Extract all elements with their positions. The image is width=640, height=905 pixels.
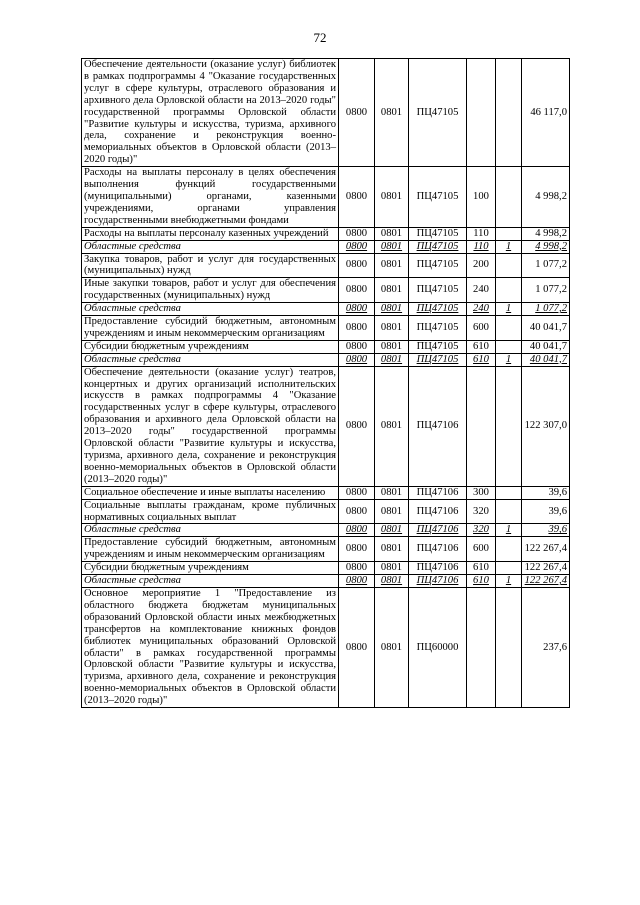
section-code-cell: 0800	[339, 575, 375, 588]
row-name-cell: Субсидии бюджетным учреждениям	[82, 562, 339, 575]
expense-type-cell: 600	[467, 537, 496, 562]
row-name-cell: Обеспечение деятельности (оказание услуг) библиотек в рамках подпрограммы 4 "Оказание государственных услуг в сфере культуры, отраслевого образования и архивного дела Орловской области на 2013–2020 годы" государственной программы Орловской области "Развитие культуры и искусства, туризма, архивного дела, сохранение и реконструкция военно-мемориальных объектов в Орловской области (2013–2020 годы)"	[82, 59, 339, 167]
table-row	[82, 587, 570, 707]
amount-cell: 4 998,2	[522, 167, 570, 228]
section-code-cell: 0800	[339, 227, 375, 240]
amount-cell: 39,6	[522, 486, 570, 499]
row-name-cell: Расходы на выплаты персоналу казенных учреждений	[82, 227, 339, 240]
subsection-code-cell: 0801	[375, 227, 409, 240]
target-article-cell: ПЦ47105	[409, 316, 467, 341]
target-article-cell: ПЦ47105	[409, 59, 467, 167]
section-code-cell: 0800	[339, 366, 375, 486]
amount-cell: 122 267,4	[522, 562, 570, 575]
row-name-cell: Областные средства	[82, 240, 339, 253]
table-row	[82, 562, 570, 575]
target-article-cell: ПЦ47105	[409, 227, 467, 240]
funding-source-cell	[496, 486, 522, 499]
section-code-cell: 0800	[339, 278, 375, 303]
expense-type-cell	[467, 587, 496, 707]
funding-source-cell: 1	[496, 575, 522, 588]
target-article-cell: ПЦ47106	[409, 499, 467, 524]
page-number: 72	[313, 30, 327, 45]
section-code-cell: 0800	[339, 316, 375, 341]
table-row	[82, 316, 570, 341]
funding-source-cell	[496, 278, 522, 303]
amount-cell: 40 041,7	[522, 340, 570, 353]
amount-cell: 40 041,7	[522, 353, 570, 366]
subsection-code-cell: 0801	[375, 340, 409, 353]
target-article-cell: ПЦ47105	[409, 240, 467, 253]
row-name-cell: Областные средства	[82, 303, 339, 316]
funding-source-cell: 1	[496, 303, 522, 316]
amount-cell: 46 117,0	[522, 59, 570, 167]
table-row	[82, 340, 570, 353]
expense-type-cell: 320	[467, 524, 496, 537]
row-name-cell: Предоставление субсидий бюджетным, автономным учреждениям и иным некоммерческим организациям	[82, 537, 339, 562]
funding-source-cell	[496, 340, 522, 353]
table-row	[82, 366, 570, 486]
expense-type-cell: 110	[467, 240, 496, 253]
row-name-cell: Обеспечение деятельности (оказание услуг) театров, концертных и других организаций исполнительских искусств в рамках подпрограммы 4 "Оказание государственных услуг в сфере культуры, отраслевого образования и архивного дела Орловской области на 2013–2020 годы" государственной программы Орловской области "Развитие культуры и искусства, туризма, архивного дела, сохранение и реконструкция военно-мемориальных объектов в Орловской области (2013–2020 годы)"	[82, 366, 339, 486]
section-code-cell: 0800	[339, 353, 375, 366]
budget-table	[81, 58, 570, 708]
amount-cell: 1 077,2	[522, 303, 570, 316]
subsection-code-cell: 0801	[375, 253, 409, 278]
table-body	[82, 59, 570, 708]
row-name-cell: Областные средства	[82, 575, 339, 588]
funding-source-cell	[496, 537, 522, 562]
amount-cell: 39,6	[522, 524, 570, 537]
section-code-cell: 0800	[339, 524, 375, 537]
funding-source-cell	[496, 499, 522, 524]
target-article-cell: ПЦ47106	[409, 524, 467, 537]
funding-source-cell	[496, 59, 522, 167]
row-name-cell: Предоставление субсидий бюджетным, автономным учреждениям и иным некоммерческим организациям	[82, 316, 339, 341]
expense-type-cell: 610	[467, 353, 496, 366]
section-code-cell: 0800	[339, 167, 375, 228]
amount-cell: 237,6	[522, 587, 570, 707]
funding-source-cell	[496, 587, 522, 707]
target-article-cell: ПЦ47106	[409, 575, 467, 588]
table-row	[82, 227, 570, 240]
subsection-code-cell: 0801	[375, 575, 409, 588]
subsection-code-cell: 0801	[375, 486, 409, 499]
section-code-cell: 0800	[339, 340, 375, 353]
row-name-cell: Иные закупки товаров, работ и услуг для обеспечения государственных (муниципальных) нужд	[82, 278, 339, 303]
expense-type-cell: 600	[467, 316, 496, 341]
amount-cell: 122 307,0	[522, 366, 570, 486]
table-row	[82, 253, 570, 278]
amount-cell: 39,6	[522, 499, 570, 524]
section-code-cell: 0800	[339, 303, 375, 316]
table-row	[82, 524, 570, 537]
subsection-code-cell: 0801	[375, 303, 409, 316]
table-row	[82, 167, 570, 228]
row-name-cell: Областные средства	[82, 524, 339, 537]
expense-type-cell: 610	[467, 562, 496, 575]
target-article-cell: ПЦ47105	[409, 340, 467, 353]
target-article-cell: ПЦ47105	[409, 167, 467, 228]
expense-type-cell: 240	[467, 278, 496, 303]
subsection-code-cell: 0801	[375, 366, 409, 486]
subsection-code-cell: 0801	[375, 499, 409, 524]
subsection-code-cell: 0801	[375, 240, 409, 253]
table-row	[82, 303, 570, 316]
target-article-cell: ПЦ60000	[409, 587, 467, 707]
subsection-code-cell: 0801	[375, 587, 409, 707]
funding-source-cell: 1	[496, 240, 522, 253]
funding-source-cell	[496, 316, 522, 341]
subsection-code-cell: 0801	[375, 524, 409, 537]
expense-type-cell	[467, 59, 496, 167]
section-code-cell: 0800	[339, 253, 375, 278]
target-article-cell: ПЦ47106	[409, 562, 467, 575]
target-article-cell: ПЦ47105	[409, 278, 467, 303]
target-article-cell: ПЦ47106	[409, 366, 467, 486]
funding-source-cell	[496, 167, 522, 228]
expense-type-cell: 110	[467, 227, 496, 240]
row-name-cell: Областные средства	[82, 353, 339, 366]
amount-cell: 1 077,2	[522, 278, 570, 303]
table-row	[82, 353, 570, 366]
subsection-code-cell: 0801	[375, 167, 409, 228]
table-row	[82, 575, 570, 588]
target-article-cell: ПЦ47105	[409, 253, 467, 278]
table-row	[82, 59, 570, 167]
section-code-cell: 0800	[339, 486, 375, 499]
table-row	[82, 278, 570, 303]
table-row	[82, 537, 570, 562]
section-code-cell: 0800	[339, 499, 375, 524]
section-code-cell: 0800	[339, 537, 375, 562]
row-name-cell: Социальное обеспечение и иные выплаты населению	[82, 486, 339, 499]
section-code-cell: 0800	[339, 59, 375, 167]
subsection-code-cell: 0801	[375, 316, 409, 341]
subsection-code-cell: 0801	[375, 59, 409, 167]
expense-type-cell: 240	[467, 303, 496, 316]
table-row	[82, 240, 570, 253]
section-code-cell: 0800	[339, 562, 375, 575]
row-name-cell: Субсидии бюджетным учреждениям	[82, 340, 339, 353]
row-name-cell: Закупка товаров, работ и услуг для государственных (муниципальных) нужд	[82, 253, 339, 278]
target-article-cell: ПЦ47105	[409, 353, 467, 366]
target-article-cell: ПЦ47106	[409, 537, 467, 562]
funding-source-cell	[496, 562, 522, 575]
subsection-code-cell: 0801	[375, 353, 409, 366]
expense-type-cell: 100	[467, 167, 496, 228]
table-row	[82, 486, 570, 499]
expense-type-cell: 320	[467, 499, 496, 524]
row-name-cell: Основное мероприятие 1 "Предоставление из областного бюджета бюджетам муниципальных образований Орловской области иных межбюджетных трансфертов на комплектование книжных фондов библиотек муниципальных образований Орловской области" в рамках государственной программы Орловской области "Развитие культуры и искусства, туризма, архивного дела, сохранение и реконструкция военно-мемориальных объектов в Орловской области (2013–2020 годы)"	[82, 587, 339, 707]
amount-cell: 122 267,4	[522, 575, 570, 588]
funding-source-cell: 1	[496, 524, 522, 537]
funding-source-cell: 1	[496, 353, 522, 366]
funding-source-cell	[496, 227, 522, 240]
amount-cell: 40 041,7	[522, 316, 570, 341]
subsection-code-cell: 0801	[375, 537, 409, 562]
amount-cell: 1 077,2	[522, 253, 570, 278]
amount-cell: 4 998,2	[522, 227, 570, 240]
amount-cell: 122 267,4	[522, 537, 570, 562]
table-row	[82, 499, 570, 524]
subsection-code-cell: 0801	[375, 278, 409, 303]
expense-type-cell	[467, 366, 496, 486]
row-name-cell: Расходы на выплаты персоналу в целях обеспечения выполнения функций государственными (муниципальными) органами, казенными учреждениями, органами управления государственными внебюджетными фондами	[82, 167, 339, 228]
expense-type-cell: 610	[467, 340, 496, 353]
row-name-cell: Социальные выплаты гражданам, кроме публичных нормативных социальных выплат	[82, 499, 339, 524]
target-article-cell: ПЦ47106	[409, 486, 467, 499]
funding-source-cell	[496, 366, 522, 486]
subsection-code-cell: 0801	[375, 562, 409, 575]
section-code-cell: 0800	[339, 240, 375, 253]
expense-type-cell: 300	[467, 486, 496, 499]
expense-type-cell: 610	[467, 575, 496, 588]
funding-source-cell	[496, 253, 522, 278]
section-code-cell: 0800	[339, 587, 375, 707]
expense-type-cell: 200	[467, 253, 496, 278]
amount-cell: 4 998,2	[522, 240, 570, 253]
target-article-cell: ПЦ47105	[409, 303, 467, 316]
